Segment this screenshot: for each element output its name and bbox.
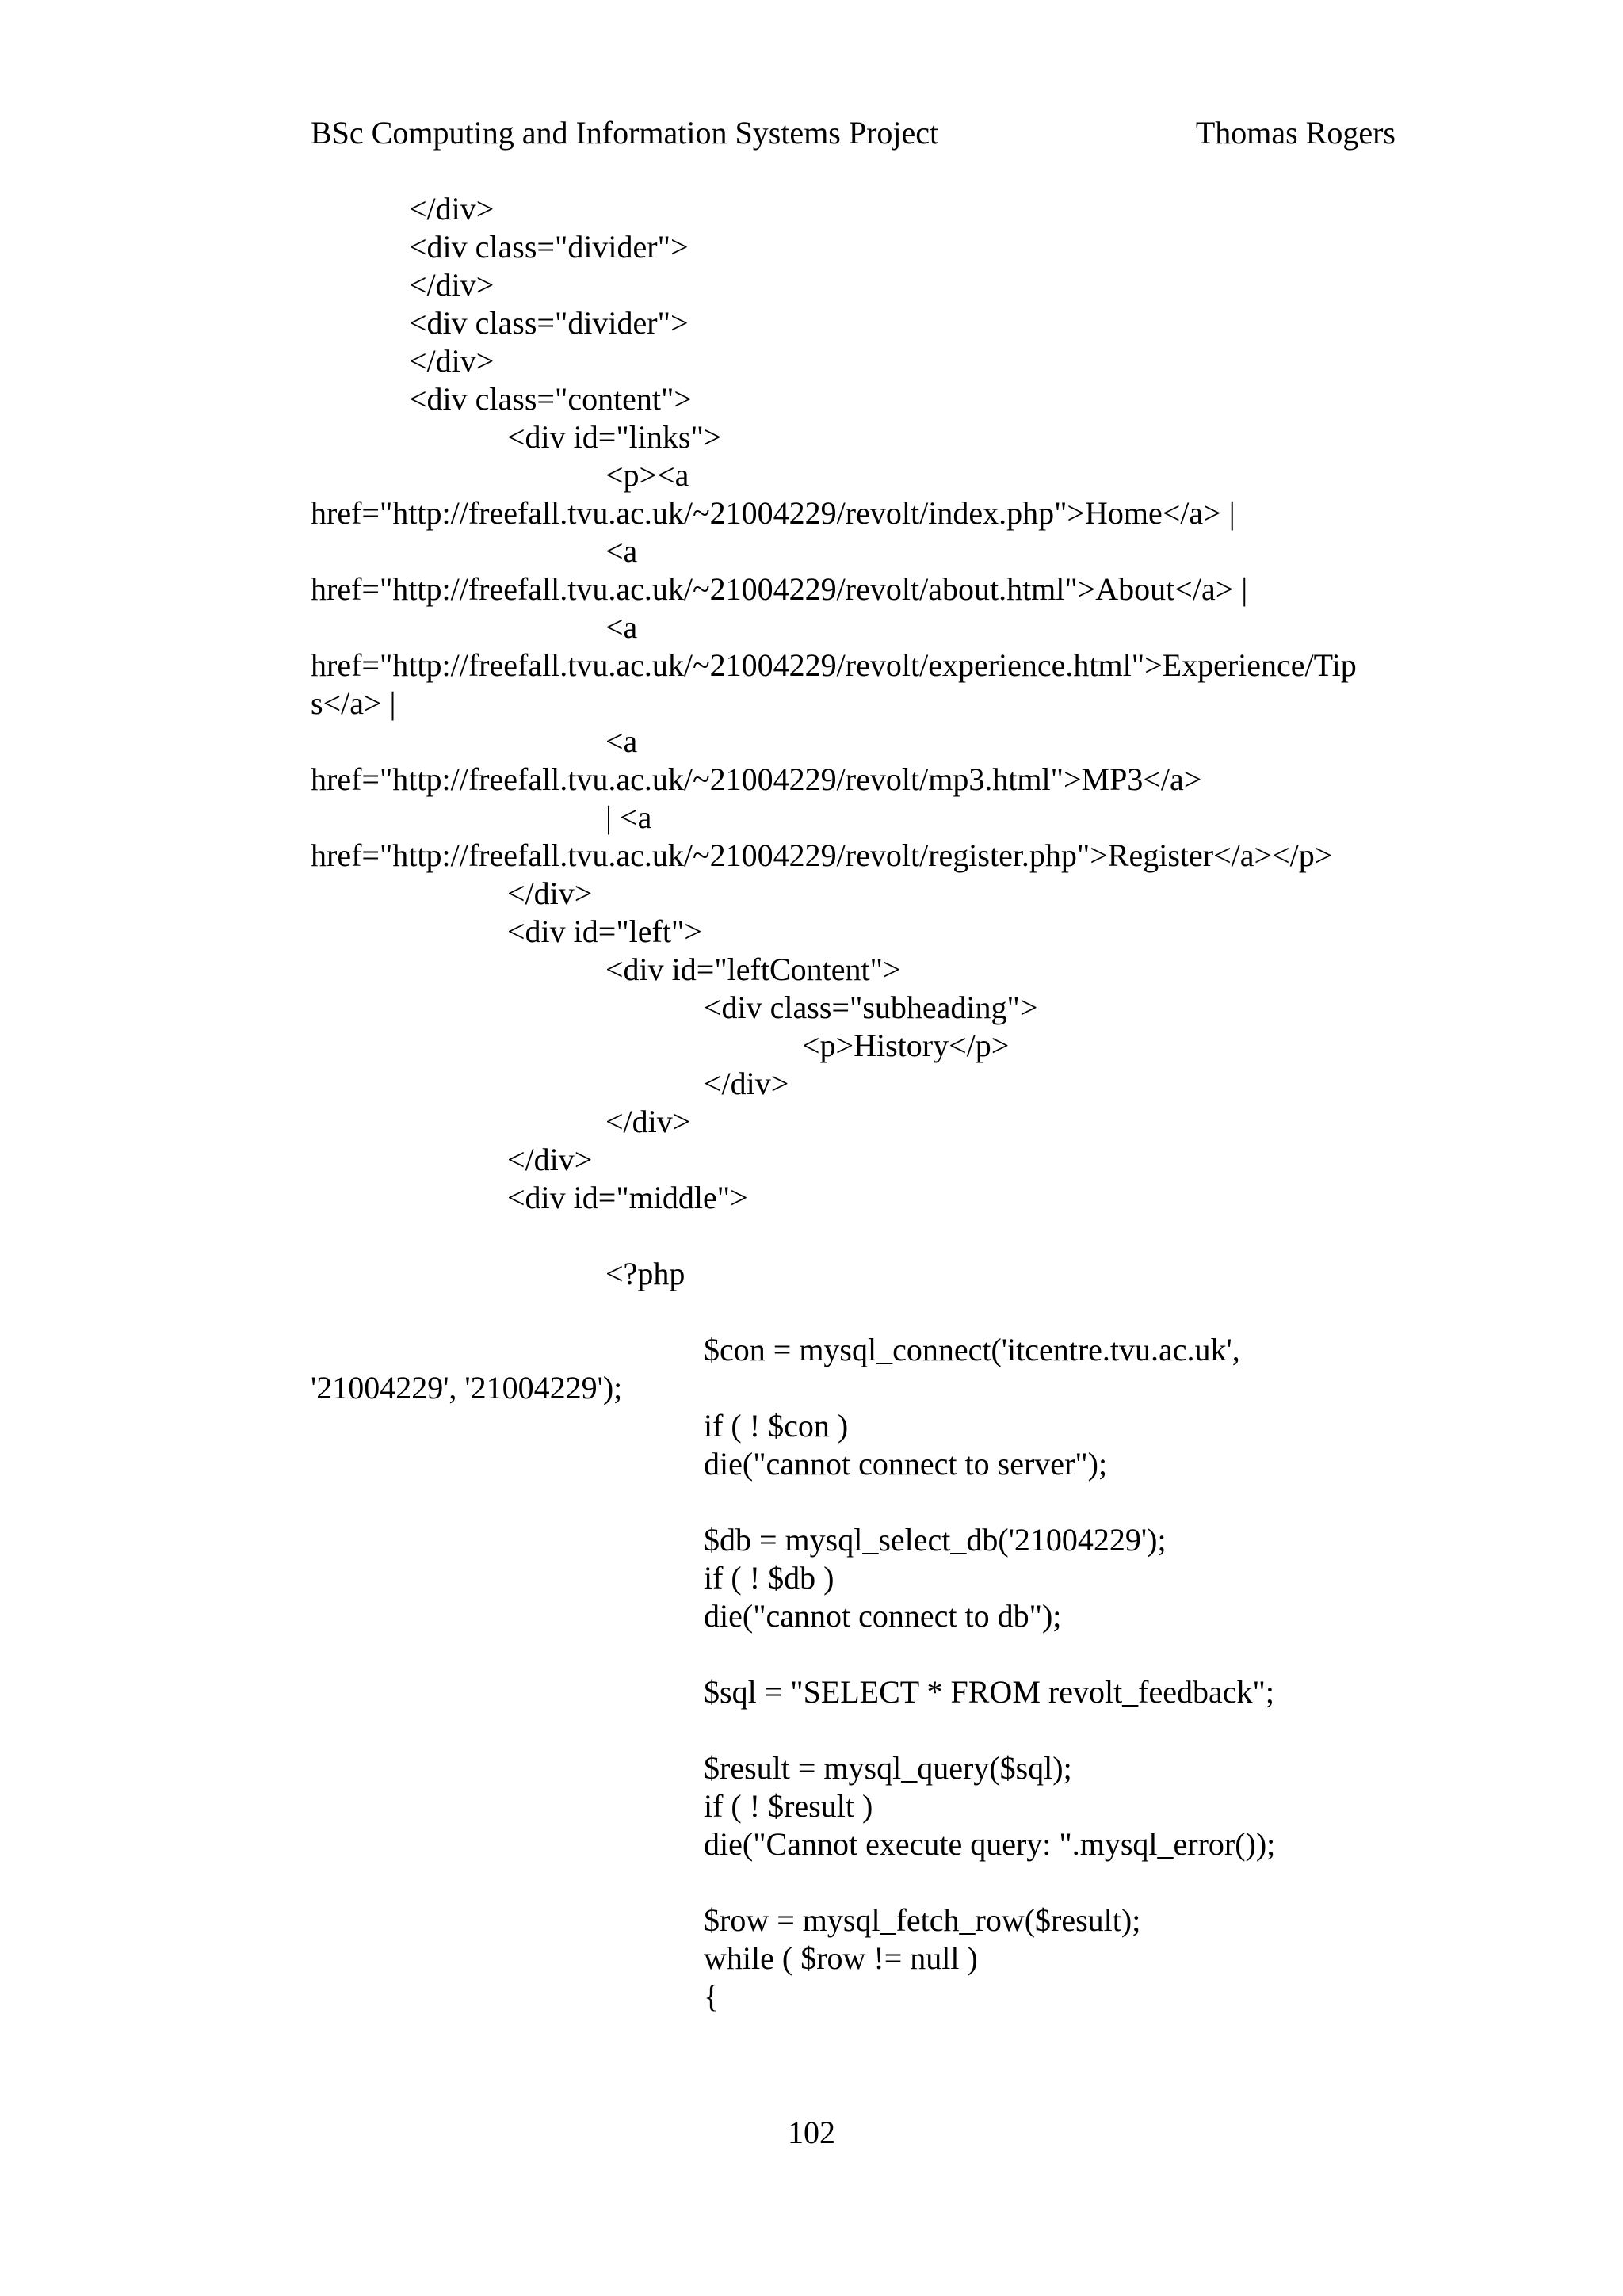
code-line: </div> [409, 267, 495, 303]
code-line: </div> [507, 1142, 593, 1177]
code-line: $db = mysql_select_db('21004229'); [704, 1522, 1167, 1558]
code-line [311, 1711, 1404, 1749]
code-line: $row = mysql_fetch_row($result); [704, 1902, 1141, 1938]
code-line: '21004229', '21004229'); [311, 1370, 623, 1405]
code-line: </div> [409, 191, 495, 227]
code-line: $con = mysql_connect('itcentre.tvu.ac.uk', [704, 1332, 1240, 1367]
code-line: $result = mysql_query($sql); [704, 1750, 1072, 1786]
code-line: if ( ! $result ) [704, 1788, 873, 1824]
code-line [311, 1863, 1404, 1901]
code-line: href="http://freefall.tvu.ac.uk/~21004229/revolt/experience.html">Experience/Tip [311, 647, 1357, 683]
code-line: </div> [605, 1104, 691, 1139]
code-line: href="http://freefall.tvu.ac.uk/~21004229/revolt/index.php">Home</a> | [311, 495, 1235, 531]
header-author: Thomas Rogers [1195, 115, 1396, 151]
code-line: </div> [704, 1066, 789, 1101]
code-line: <div id="middle"> [507, 1180, 748, 1215]
code-line [311, 1483, 1404, 1521]
code-line: <div class="divider"> [409, 229, 689, 265]
code-line [311, 1293, 1404, 1331]
code-line: <a [605, 533, 638, 569]
code-line: <div class="subheading"> [704, 990, 1038, 1025]
page-number: 102 [788, 2115, 835, 2150]
code-line: </div> [507, 875, 593, 911]
code-line: s</a> | [311, 685, 396, 721]
code-line: $sql = "SELECT * FROM revolt_feedback"; [704, 1674, 1274, 1710]
code-line: | <a [605, 799, 652, 835]
code-line: </div> [409, 343, 495, 379]
code-line: href="http://freefall.tvu.ac.uk/~21004229/revolt/about.html">About</a> | [311, 571, 1248, 607]
code-line: <div id="links"> [507, 419, 722, 455]
code-line: die("cannot connect to db"); [704, 1598, 1062, 1634]
code-line [311, 1635, 1404, 1673]
code-line: <?php [605, 1256, 685, 1291]
code-line: <div id="leftContent"> [605, 952, 901, 987]
code-line: <p>History</p> [802, 1028, 1010, 1063]
code-line: <div class="divider"> [409, 305, 689, 341]
code-line: <a [605, 723, 638, 759]
code-line: die("cannot connect to server"); [704, 1446, 1108, 1482]
code-line: href="http://freefall.tvu.ac.uk/~21004229/revolt/register.php">Register</a></p> [311, 837, 1333, 873]
code-line: <a [605, 609, 638, 645]
code-line: { [704, 1978, 720, 2014]
code-line: <div id="left"> [507, 913, 702, 949]
code-line: die("Cannot execute query: ".mysql_error()); [704, 1826, 1276, 1862]
header-title: BSc Computing and Information Systems Project [311, 115, 939, 151]
code-line: href="http://freefall.tvu.ac.uk/~21004229/revolt/mp3.html">MP3</a> [311, 761, 1202, 797]
code-line: <p><a [605, 457, 689, 493]
code-line: if ( ! $db ) [704, 1560, 834, 1596]
code-line: while ( $row != null ) [704, 1940, 978, 1976]
code-line [311, 1217, 1404, 1255]
code-line: <div class="content"> [409, 381, 692, 417]
code-line: if ( ! $con ) [704, 1408, 849, 1444]
code-listing [311, 190, 1404, 2016]
